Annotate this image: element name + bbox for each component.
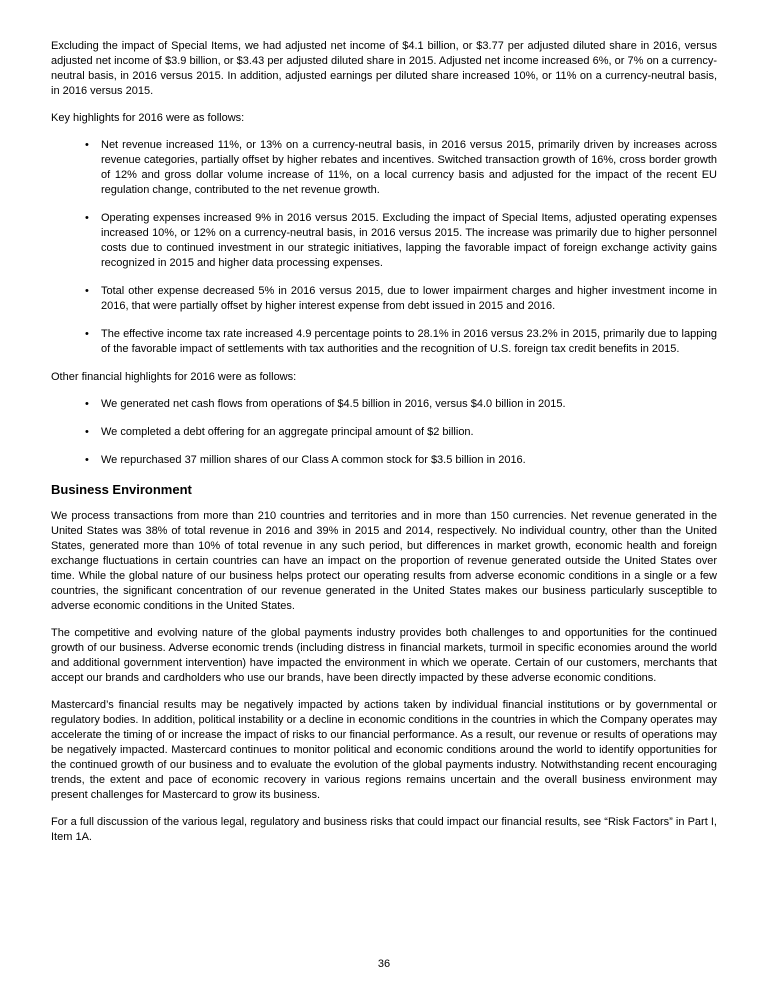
list-item-text: We generated net cash flows from operations of $4.5 billion in 2016, versus $4.0 billion in 2015. [101, 398, 566, 410]
bullet-icon: • [85, 454, 89, 466]
list-item [51, 284, 717, 314]
bullet-icon: • [85, 328, 89, 340]
paragraph-business-environment-3: Mastercard’s financial results may be negatively impacted by actions taken by individual financial institutions or by governmental or regulatory bodies. In addition, political instability or a decline in economic conditions in the countries in which the Company operates may accelerate the timing of or increase the impact of risks to our financial performance. As a result, our revenue or results of operations may be negatively impacted. Mastercard continues to monitor political and economic conditions around the world to identify opportunities for the continued growth of our business and to evaluate the evolution of the global payments industry. Notwithstanding recent encouraging trends, the extent and pace of economic recovery in various regions remains uncertain and the overall business environment may present challenges for Mastercard to grow its business. [51, 699, 717, 801]
section-heading-business-environment: Business Environment [51, 482, 192, 497]
key-highlights-intro: Key highlights for 2016 were as follows: [51, 112, 245, 124]
other-highlights-intro: Other financial highlights for 2016 were as follows: [51, 371, 297, 383]
page-number: 36 [377, 958, 391, 970]
bullet-icon: • [85, 285, 89, 297]
list-item [51, 425, 717, 440]
key-highlights-list [51, 138, 717, 357]
paragraph-risk-factors-reference: For a full discussion of the various legal, regulatory and business risks that could impact our financial results, see “Risk Factors” in Part I, Item 1A. [51, 816, 717, 843]
paragraph-business-environment-2: The competitive and evolving nature of the global payments industry provides both challenges to and opportunities for the continued growth of our business. Adverse economic trends (including distress in financial markets, turmoil in specific economies around the world and additional government intervention) have impacted the environment in which we operate. Certain of our customers, merchants that accept our brands and cardholders who use our brands, have been directly impacted by these adverse economic conditions. [51, 627, 717, 684]
list-item [51, 327, 717, 357]
list-item [51, 138, 717, 198]
list-item [51, 397, 717, 412]
list-item-text: We completed a debt offering for an aggregate principal amount of $2 billion. [101, 426, 474, 438]
list-item-text: We repurchased 37 million shares of our Class A common stock for $3.5 billion in 2016. [101, 454, 526, 466]
bullet-icon: • [85, 139, 89, 151]
list-item-text: Operating expenses increased 9% in 2016 versus 2015. Excluding the impact of Special Items, adjusted operating expenses increased 10%, or 12% on a currency-neutral basis, in 2016 versus 2015. The increase was primarily due to higher personnel costs due to continued investment in our strategic initiatives, lapping the favorable impact of foreign exchange activity gains recognized in 2015 and higher data processing expenses. [101, 212, 717, 269]
other-highlights-list [51, 397, 717, 468]
bullet-icon: • [85, 426, 89, 438]
paragraph-business-environment-1: We process transactions from more than 210 countries and territories and in more than 150 currencies. Net revenue generated in the United States was 38% of total revenue in 2016 and 39% in 2015 and 2014, respectively. No individual country, other than the United States, generated more than 10% of total revenue in any such period, but differences in market growth, economic health and foreign exchange fluctuations in certain countries can have an impact on the proportion of revenue generated outside the United States over time. While the global nature of our business helps protect our operating results from adverse economic conditions in a single or a few countries, the significant concentration of our revenue generated in the United States makes our business particularly susceptible to adverse economic conditions in the United States. [51, 510, 717, 612]
list-item-text: Total other expense decreased 5% in 2016 versus 2015, due to lower impairment charges and higher investment income in 2016, that were partially offset by higher interest expense from debt issued in 2015 and 2016. [101, 285, 717, 312]
paragraph-adjusted-net-income: Excluding the impact of Special Items, we had adjusted net income of $4.1 billion, or $3.77 per adjusted diluted share in 2016, versus adjusted net income of $3.9 billion, or $3.43 per adjusted diluted share in 2015. Adjusted net income increased 6%, or 7% on a currency-neutral basis, in 2016 versus 2015. In addition, adjusted earnings per diluted share increased 10%, or 11% on a currency-neutral basis, in 2016 versus 2015. [51, 40, 717, 97]
list-item-text: Net revenue increased 11%, or 13% on a currency-neutral basis, in 2016 versus 2015, primarily driven by increases across revenue categories, partially offset by higher rebates and incentives. Switched transaction growth of 16%, cross border growth of 12% and gross dollar volume increase of 11%, on a local currency basis and adjusted for the impact of the recent EU regulation change, contributed to the net revenue growth. [101, 139, 717, 196]
bullet-icon: • [85, 212, 89, 224]
list-item [51, 453, 717, 468]
list-item-text: The effective income tax rate increased 4.9 percentage points to 28.1% in 2016 versus 23.2% in 2015, primarily due to lapping of the favorable impact of settlements with tax authorities and the recognition of U.S. foreign tax credit benefits in 2015. [101, 328, 717, 355]
list-item [51, 211, 717, 271]
bullet-icon: • [85, 398, 89, 410]
